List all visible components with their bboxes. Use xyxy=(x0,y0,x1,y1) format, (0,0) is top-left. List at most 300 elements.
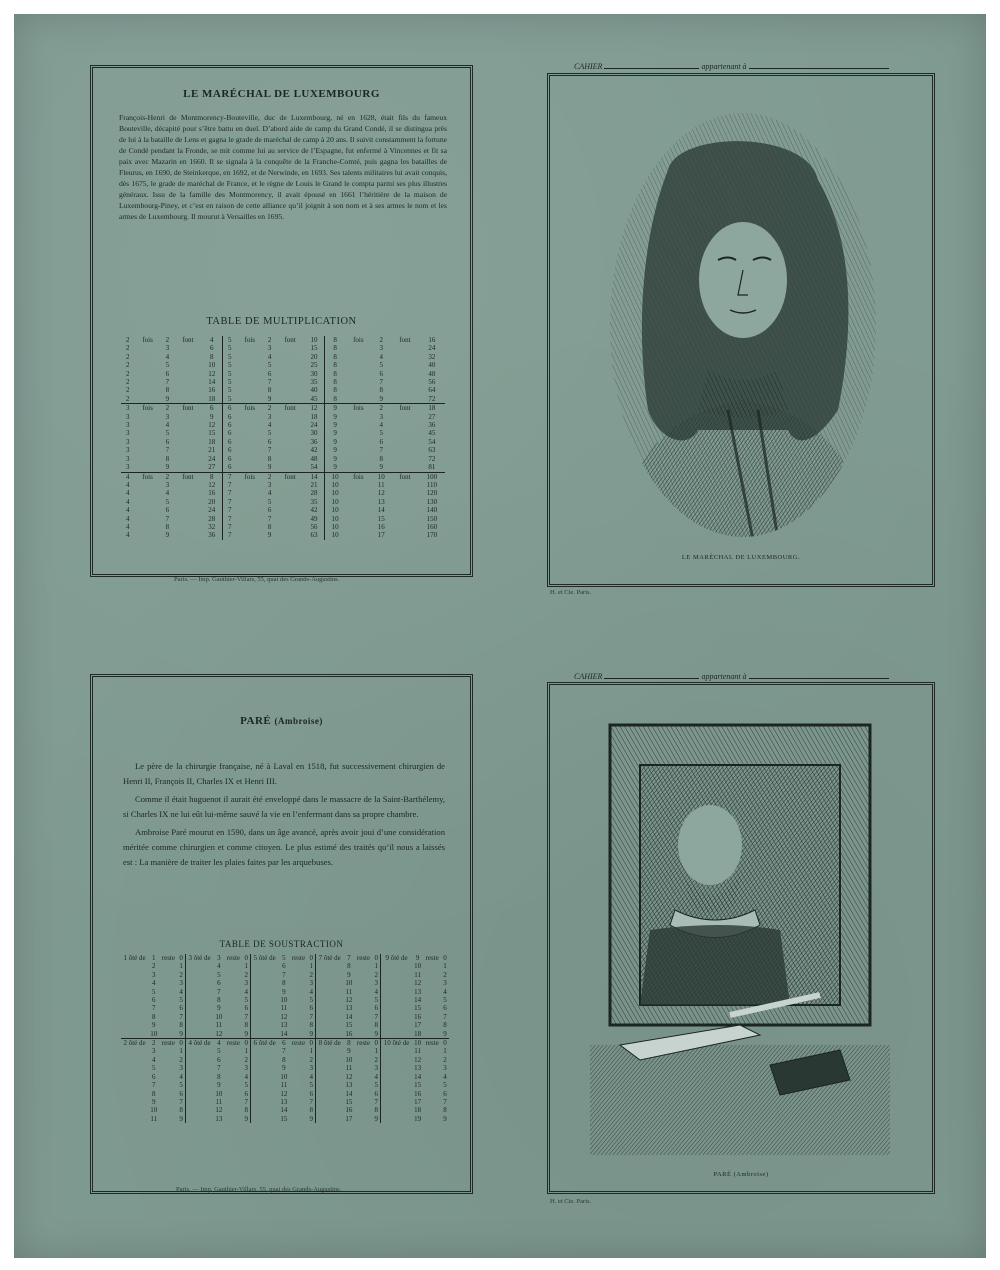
table-row xyxy=(121,515,445,523)
table-cell: 24 xyxy=(208,506,216,515)
table-cell: 5 xyxy=(443,996,447,1005)
table-cell xyxy=(225,988,243,996)
table-cell: 14 xyxy=(414,1072,422,1081)
table-cell: reste xyxy=(159,1039,177,1048)
table-cell xyxy=(225,1098,243,1106)
table-cell xyxy=(225,971,243,979)
table-cell: 4 xyxy=(165,352,170,361)
pare-title-main: PARÉ xyxy=(240,715,272,727)
table-cell xyxy=(391,429,419,437)
table-cell xyxy=(251,1004,279,1012)
table-cell xyxy=(121,988,148,996)
table-cell: 7 xyxy=(179,1012,183,1021)
table-cell: font xyxy=(174,404,202,413)
table-cell: 0 xyxy=(441,1039,449,1048)
table-cell: 12 xyxy=(208,480,216,489)
table-cell: 13 xyxy=(377,497,385,506)
table-cell: 0 xyxy=(309,954,313,962)
table-row xyxy=(121,523,445,531)
table-cell xyxy=(174,421,202,429)
table-cell xyxy=(423,1081,441,1089)
table-cell xyxy=(381,996,412,1004)
table-cell xyxy=(174,531,202,539)
table-cell: 12 xyxy=(414,1055,422,1064)
table-cell: 4 xyxy=(179,987,183,996)
table-cell: 5 xyxy=(244,1081,248,1090)
table-row xyxy=(121,361,445,369)
table-cell xyxy=(237,489,263,497)
table-cell xyxy=(355,979,373,987)
table-cell: 14 xyxy=(414,996,422,1005)
table-cell: 1 xyxy=(179,962,183,971)
table-cell xyxy=(381,1106,412,1114)
table-cell: 4 xyxy=(121,472,135,481)
table-cell xyxy=(276,395,304,404)
table-cell: 5 xyxy=(374,996,379,1005)
table-cell xyxy=(121,1106,148,1114)
table-cell: fois xyxy=(135,404,161,413)
table-cell: 7 xyxy=(379,378,384,387)
table-cell: 11 xyxy=(414,970,421,979)
table-cell xyxy=(316,1056,344,1064)
table-cell: 14 xyxy=(208,378,216,387)
table-cell xyxy=(237,353,263,361)
table-row xyxy=(121,489,445,497)
table-cell: 4 xyxy=(126,514,130,523)
table-cell xyxy=(225,1115,243,1123)
luxembourg-biography: François-Henri de Montmorency-Bouteville, duc de Luxembourg, né en 1628, était fils du fameux Bouteville, décapité pour s’être battu en duel. D’abord aide de camp du Grand Condé, il se distingua près de lui à la bataille de Lens et gagna le grade de maréchal de camp à 20 ans. Il suivit constamment la fortune de Condé pendant la Fronde, se mit comme lui au service de l’Espagne, fut enfermé à Vincennes et fit sa paix avec Mazarin en 1660. Il se signala à la conquête de la Franche-Comté, puis gagna les batailles de Fleurus, en 1690, de Steinkerque, en 1692, et de Nerwinde, en 1693. Ses talents militaires lui avait conquis, dès 1675, le grade de maréchal de France, et le règne de Louis le Grand le compta parmi ses plus illustres généraux. Issu de la famille des Montmorency, il avait épousé en 1661 l’héritière de la maison de Luxembourg-Piney, et c’est en raison de cette alliance qu’il joignit à son nom et à ses armes le nom et les armes de Luxembourg. Il mourut à Versailles en 1695. xyxy=(119,113,447,221)
luxembourg-portrait-panel xyxy=(547,73,935,587)
table-cell: 8 xyxy=(217,1072,221,1081)
table-cell xyxy=(159,1098,177,1106)
table-cell xyxy=(345,378,371,386)
table-cell: 9 xyxy=(374,1029,379,1038)
table-cell: 5 xyxy=(222,344,236,352)
table-cell: 8 xyxy=(379,386,384,395)
table-cell: 3 xyxy=(126,429,130,438)
table-cell: 4 xyxy=(209,336,214,344)
table-cell xyxy=(159,988,177,996)
table-cell xyxy=(391,361,419,369)
table-cell: 15 xyxy=(208,429,216,438)
table-cell: 7 xyxy=(165,514,170,523)
table-cell: 7 xyxy=(309,1097,313,1106)
table-cell xyxy=(345,489,371,497)
table-cell xyxy=(174,498,202,506)
table-cell: 6 xyxy=(379,437,384,446)
table-row xyxy=(121,498,445,506)
table-cell xyxy=(186,1081,214,1089)
table-cell: 5 xyxy=(443,1081,447,1090)
table-cell: 2 xyxy=(179,1055,183,1064)
table-cell xyxy=(186,979,214,987)
table-cell xyxy=(237,413,263,421)
table-cell: 10 xyxy=(345,979,353,988)
table-cell: 17 xyxy=(345,1114,353,1123)
table-cell: 10 xyxy=(215,1089,223,1098)
table-cell: 13 xyxy=(345,1004,353,1013)
table-cell xyxy=(381,1098,412,1106)
table-cell: 4 xyxy=(126,522,130,531)
table-cell: 9 xyxy=(325,404,346,413)
table-cell: 63 xyxy=(428,446,436,455)
table-cell xyxy=(355,1098,373,1106)
table-cell: 6 xyxy=(202,404,223,413)
table-cell: 7 xyxy=(374,1097,379,1106)
table-cell: 9 xyxy=(267,394,272,403)
table-cell xyxy=(345,429,371,437)
table-row xyxy=(121,421,445,429)
table-cell: 1 xyxy=(244,962,248,971)
table-cell xyxy=(391,523,419,531)
table-cell xyxy=(121,996,148,1004)
table-cell xyxy=(381,1115,412,1123)
table-cell: 17 xyxy=(377,531,385,540)
table-cell xyxy=(159,1106,177,1114)
table-cell: 6 xyxy=(222,429,236,437)
table-cell xyxy=(345,370,371,378)
table-row xyxy=(121,1115,449,1123)
table-cell: 4 xyxy=(126,497,130,506)
table-cell: 8 xyxy=(309,1021,313,1030)
table-cell xyxy=(423,1098,441,1106)
table-cell: 8 ôté de xyxy=(316,1039,344,1048)
table-cell: 5 xyxy=(179,996,183,1005)
table-cell xyxy=(391,370,419,378)
table-cell: 6 xyxy=(374,1089,379,1098)
table-cell xyxy=(345,455,371,463)
table-cell: 150 xyxy=(426,514,438,523)
table-cell: 3 xyxy=(126,412,130,421)
table-row xyxy=(121,1090,449,1098)
table-cell: 5 xyxy=(165,361,170,370)
table-cell xyxy=(355,1115,373,1123)
table-cell xyxy=(121,1081,148,1089)
table-cell: 3 xyxy=(309,979,313,988)
table-cell: 18 xyxy=(414,1029,422,1038)
table-cell: 5 xyxy=(217,1047,221,1056)
table-cell: 5 xyxy=(222,370,236,378)
table-cell xyxy=(186,1004,214,1012)
table-cell xyxy=(391,455,419,463)
table-cell: 9 xyxy=(267,463,272,472)
table-cell: 9 xyxy=(325,413,346,421)
table-cell: 6 xyxy=(165,369,170,378)
table-cell xyxy=(391,498,419,506)
table-cell xyxy=(345,386,371,394)
table-cell xyxy=(225,962,243,970)
table-cell: 3 xyxy=(443,979,447,988)
table-cell: 4 xyxy=(244,1072,248,1081)
table-cell xyxy=(135,413,161,421)
table-cell: 8 xyxy=(379,454,384,463)
table-cell: 45 xyxy=(428,429,436,438)
subtraction-table-title: TABLE DE SOUSTRACTION xyxy=(219,939,344,949)
table-cell xyxy=(345,515,371,523)
table-cell xyxy=(381,1021,412,1029)
table-cell xyxy=(316,1004,344,1012)
table-cell: 4 xyxy=(126,531,130,540)
table-cell: 6 xyxy=(165,506,170,515)
table-cell xyxy=(135,378,161,386)
table-cell xyxy=(345,481,371,489)
table-cell: 17 xyxy=(414,1021,422,1030)
table-cell: 48 xyxy=(428,369,436,378)
table-cell: 1 xyxy=(443,1047,447,1056)
table-cell: 6 xyxy=(179,1089,183,1098)
table-cell xyxy=(251,1081,279,1089)
table-cell: 7 xyxy=(222,481,236,489)
table-cell: 15 xyxy=(377,514,385,523)
table-cell: 12 xyxy=(345,996,353,1005)
table-cell: 13 xyxy=(280,1097,288,1106)
table-cell: 6 xyxy=(217,979,221,988)
table-cell xyxy=(290,1064,308,1072)
table-cell xyxy=(316,996,344,1004)
table-cell xyxy=(225,1090,243,1098)
table-cell: reste xyxy=(425,954,439,962)
table-cell xyxy=(251,1056,279,1064)
table-cell: 7 xyxy=(179,1097,183,1106)
table-cell xyxy=(316,1106,344,1114)
table-cell: reste xyxy=(356,954,371,962)
table-cell: 6 xyxy=(222,413,236,421)
table-cell: 1 ôté de xyxy=(123,954,146,962)
table-cell: 5 xyxy=(222,361,236,369)
table-cell xyxy=(423,1030,441,1039)
table-cell: 24 xyxy=(310,421,318,430)
table-cell: 6 xyxy=(217,1055,221,1064)
table-cell: 4 xyxy=(309,987,313,996)
table-cell xyxy=(276,523,304,531)
table-cell xyxy=(159,1064,177,1072)
table-cell xyxy=(276,438,304,446)
table-cell: 12 xyxy=(215,1029,223,1038)
table-cell: 6 xyxy=(179,1004,183,1013)
table-cell: 15 xyxy=(414,1004,422,1013)
table-cell: 10 xyxy=(325,506,346,514)
table-cell xyxy=(276,361,304,369)
table-cell: 9 xyxy=(374,1114,379,1123)
table-row xyxy=(121,370,445,378)
table-cell: 24 xyxy=(208,454,216,463)
table-cell xyxy=(225,1004,243,1012)
table-cell: 2 xyxy=(309,970,313,979)
table-cell xyxy=(355,1090,373,1098)
table-cell xyxy=(316,1115,344,1123)
table-cell xyxy=(135,429,161,437)
table-cell: 7 xyxy=(244,1012,248,1021)
table-cell xyxy=(159,1073,177,1081)
table-cell: 10 ôté de xyxy=(381,1039,412,1048)
table-cell xyxy=(423,1021,441,1029)
table-cell: 1 xyxy=(244,1047,248,1056)
table-cell xyxy=(186,1090,214,1098)
table-cell xyxy=(290,1056,308,1064)
table-cell xyxy=(391,378,419,386)
table-cell: 8 xyxy=(165,522,170,531)
table-cell xyxy=(237,481,263,489)
table-cell xyxy=(159,1081,177,1089)
multiplication-table-title: TABLE DE MULTIPLICATION xyxy=(206,316,357,327)
table-cell: 3 xyxy=(443,1064,447,1073)
table-cell: 11 xyxy=(215,1097,223,1106)
top-left-printer-credit: Paris. — Imp. Gauthier-Villars, 55, quai des Grands-Augustins. xyxy=(174,576,340,583)
table-cell xyxy=(355,1021,373,1029)
table-cell xyxy=(135,489,161,497)
table-cell: 1 xyxy=(152,954,156,962)
table-cell: 1 xyxy=(374,962,379,971)
table-cell xyxy=(423,979,441,987)
table-cell: 18 xyxy=(414,1106,422,1115)
table-cell: 0 xyxy=(443,954,447,962)
table-cell: 7 xyxy=(222,531,236,539)
table-cell: 9 xyxy=(309,1029,313,1038)
table-cell: 2 xyxy=(267,336,272,344)
table-cell: 12 xyxy=(280,1012,288,1021)
table-cell: 2 xyxy=(309,1055,313,1064)
table-cell: 9 xyxy=(415,954,420,962)
table-cell: 13 xyxy=(280,1021,288,1030)
table-cell: 54 xyxy=(310,463,318,472)
table-cell: 7 xyxy=(222,489,236,497)
table-cell: 0 xyxy=(244,954,248,962)
table-cell: 6 xyxy=(222,421,236,429)
table-cell: 3 xyxy=(379,412,384,421)
table-row xyxy=(121,1106,449,1114)
table-cell: 10 xyxy=(150,1106,158,1115)
table-cell xyxy=(237,455,263,463)
table-cell xyxy=(423,988,441,996)
cahier-label: CAHIER xyxy=(574,62,603,71)
table-cell xyxy=(290,1115,308,1123)
table-cell: 36 xyxy=(428,421,436,430)
table-cell: 1 xyxy=(309,1047,313,1056)
table-cell: 5 xyxy=(152,987,156,996)
table-cell: 3 xyxy=(126,454,130,463)
table-cell: 72 xyxy=(428,454,436,463)
table-cell xyxy=(174,429,202,437)
table-cell: 21 xyxy=(208,446,216,455)
table-cell xyxy=(276,463,304,472)
table-cell xyxy=(423,1013,441,1021)
table-cell xyxy=(316,1030,344,1039)
table-cell xyxy=(391,395,419,404)
table-cell: 35 xyxy=(310,497,318,506)
table-cell xyxy=(186,962,214,970)
table-cell: 36 xyxy=(310,437,318,446)
table-cell: 2 xyxy=(371,404,391,413)
table-cell xyxy=(355,1106,373,1114)
table-cell: 9 xyxy=(325,421,346,429)
table-cell: 8 xyxy=(325,336,346,344)
table-cell xyxy=(186,1073,214,1081)
table-cell xyxy=(290,1073,308,1081)
pare-title xyxy=(93,715,470,727)
table-cell xyxy=(121,1004,148,1012)
table-row xyxy=(121,506,445,514)
table-cell xyxy=(391,421,419,429)
table-row xyxy=(121,413,445,421)
table-cell: 8 xyxy=(267,454,272,463)
table-cell: 12 xyxy=(304,404,325,413)
table-cell xyxy=(316,1081,344,1089)
table-cell: 2 xyxy=(152,962,156,971)
table-cell: 12 xyxy=(208,369,216,378)
table-cell: 8 xyxy=(267,386,272,395)
table-cell xyxy=(423,1047,441,1055)
table-cell: 3 xyxy=(152,970,156,979)
table-cell xyxy=(174,515,202,523)
table-cell xyxy=(121,1064,148,1072)
table-cell: 8 xyxy=(209,352,214,361)
table-row xyxy=(121,395,445,404)
table-cell xyxy=(237,344,263,352)
table-cell xyxy=(251,1115,279,1123)
table-cell xyxy=(423,962,441,970)
table-cell: 9 xyxy=(282,1064,286,1073)
table-cell xyxy=(174,446,202,454)
table-cell: reste xyxy=(226,954,241,962)
table-cell: 10 xyxy=(150,1029,158,1038)
table-cell xyxy=(391,489,419,497)
table-cell: 56 xyxy=(428,378,436,387)
table-cell xyxy=(237,498,263,506)
table-cell: 100 xyxy=(419,472,445,481)
table-cell: fois xyxy=(237,472,263,481)
table-cell: 9 xyxy=(217,1081,221,1090)
table-row xyxy=(121,481,445,489)
table-cell: reste xyxy=(290,1039,308,1048)
table-cell: 6 xyxy=(222,455,236,463)
table-cell xyxy=(276,506,304,514)
table-cell: 15 xyxy=(310,344,318,353)
table-cell xyxy=(237,395,263,404)
table-cell: 4 xyxy=(267,489,272,498)
table-cell: 48 xyxy=(310,454,318,463)
table-row xyxy=(121,1030,449,1039)
table-cell xyxy=(290,1013,308,1021)
table-row xyxy=(121,404,445,413)
table-cell xyxy=(290,988,308,996)
table-cell: 3 xyxy=(179,1064,183,1073)
table-cell xyxy=(355,1004,373,1012)
table-row xyxy=(121,446,445,454)
table-cell: 8 xyxy=(325,370,346,378)
table-cell xyxy=(345,446,371,454)
table-cell: 16 xyxy=(345,1106,353,1115)
table-cell xyxy=(237,421,263,429)
table-cell: 15 xyxy=(345,1021,353,1030)
table-cell: 81 xyxy=(428,463,436,472)
table-cell: 1 xyxy=(309,962,313,971)
table-cell: 9 xyxy=(443,1114,447,1123)
table-cell xyxy=(251,979,279,987)
table-cell: 3 xyxy=(165,412,170,421)
table-cell xyxy=(135,395,161,404)
table-cell: 4 xyxy=(165,421,170,430)
table-row xyxy=(121,344,445,352)
table-cell: 6 ôté de xyxy=(251,1039,279,1048)
table-cell: 9 xyxy=(179,1114,183,1123)
table-cell: 11 xyxy=(345,987,353,996)
table-cell: 9 xyxy=(282,987,286,996)
table-cell: 35 xyxy=(310,378,318,387)
table-cell: 5 xyxy=(222,336,236,344)
table-cell: 7 xyxy=(222,472,236,481)
table-cell: 6 xyxy=(282,962,286,971)
table-cell: 15 xyxy=(280,1114,288,1123)
